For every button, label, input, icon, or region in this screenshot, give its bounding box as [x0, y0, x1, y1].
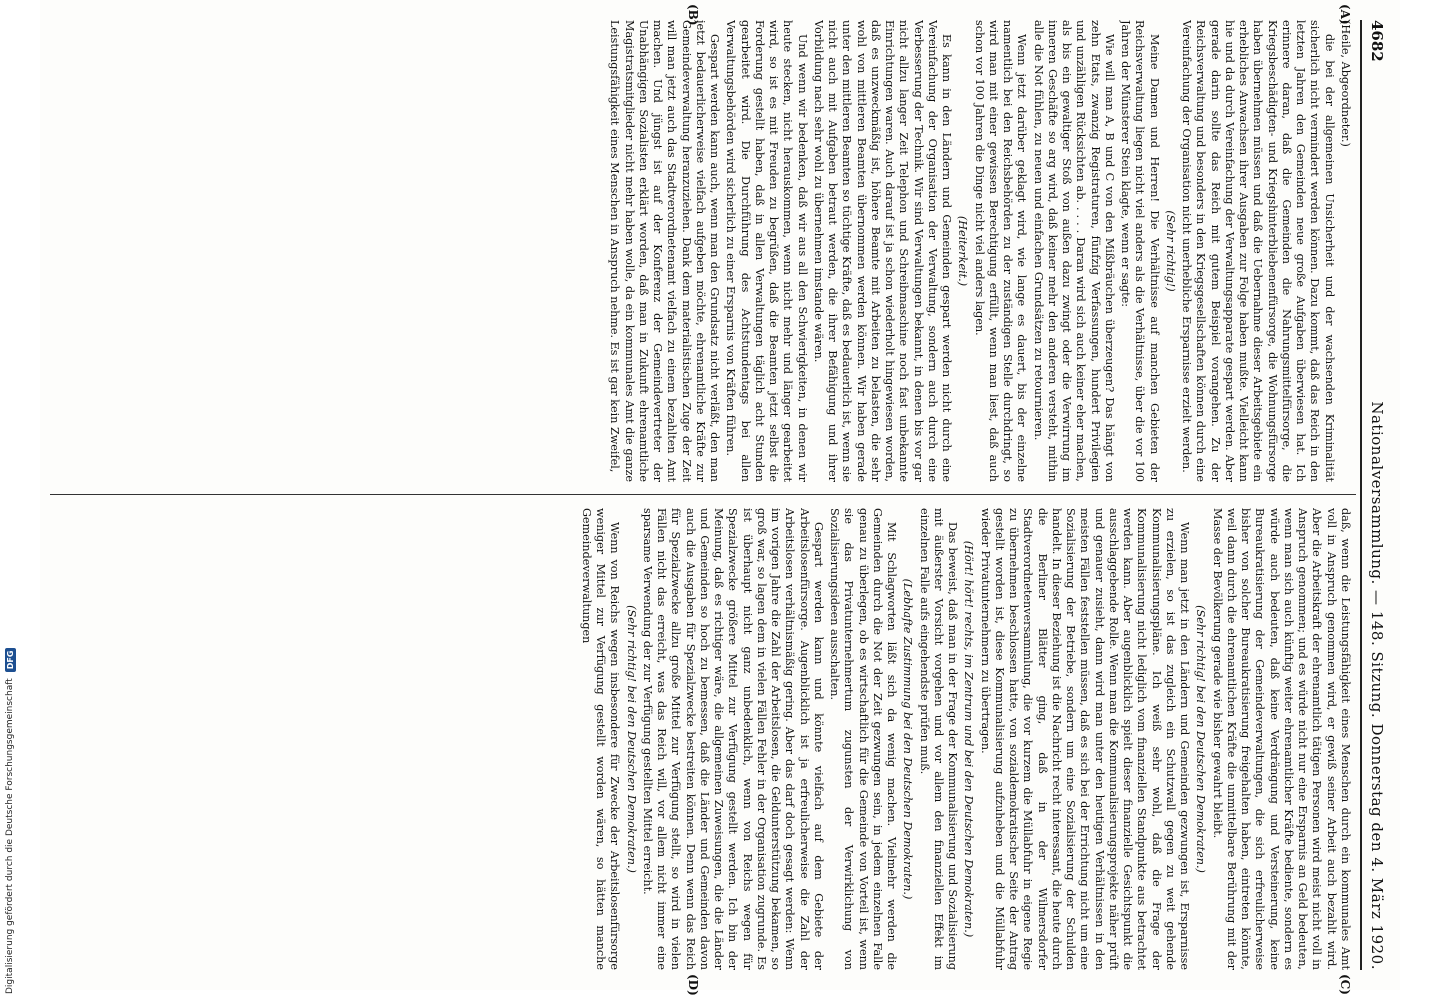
- paragraph: die bei der allgemeinen Unsicherheit und der wachsenden Kriminalität sicherlich nicht vermindert werden können. Dazu kommt, daß das Reich in den letzten Jahren den Gemeinden neue große Aufgaben überwiesen hat. Ich erinnere daran, daß die Gemeinden die Nahrungsmittelfürsorge, die Kriegsbeschädigten- und Kriegshinterbliebenenfürsorge, die Wohnungsfürsorge haben übernehmen müssen und daß die Uebernahme dieser Arbeitsgebiete ein erhebliches Anwachsen ihrer Ausgaben zur Folge haben mußte. Vielleicht kann hie und da durch Vereinfachung der Verwaltungsapparate gespart werden. Aber gerade darin sollte das Reich mit gutem Beispiel vorangehen. Zu der Reichsverwaltung und besonders in den Kriegsgesellschaften können durch eine Vereinfachung der Organisation nicht unerhebliche Ersparnisse erzielt werden.: [1180, 20, 1336, 482]
- interjection: (Heiterkeit.): [956, 215, 970, 287]
- paragraph: Meine Damen und Herren! Die Verhältnisse auf manchen Gebieten der Reichsverwaltung liegen nicht viel anders als die Verhältnisse, über die vor 100 Jahren der Münsterer Stein klagte, wenn er sagte:: [1119, 20, 1161, 482]
- column-divider: [50, 494, 1356, 495]
- right-text-column: [50, 508, 1352, 970]
- page-number: 4682: [1368, 20, 1386, 62]
- interjection: (Lebhafte Zustimmung bei den Deutschen Demokraten.): [901, 578, 915, 900]
- paragraph: Das beweist, daß man in der Frage der Kommunalisierung und Sozialisierung mit äußerster Vorsicht vorgehen und vor allem den finanziellen Effekt im einzelnen Falle aufs eingehendste prüfen muß.: [917, 508, 960, 970]
- page-header: [1360, 20, 1390, 970]
- paragraph: Und wenn wir bedenken, daß wir aus all den Schwierigkeiten, in denen wir heute stecken, nicht herauskommen, wenn nicht mehr und länger gearbeitet wird, so ist es mit Freuden zu begrüßen, daß die Beamten jetzt selbst die Forderung gestellt haben, daß in allen Verwaltungen täglich acht Stunden gearbeitet wird. Die Durchführung des Achtstundentags bei allen Verwaltungsbehörden wird sicherlich zu einer Ersparnis von Kräften führen.: [724, 20, 809, 482]
- margin-marker-d: (D): [686, 974, 700, 996]
- paragraph: Wenn von Reichs wegen insbesondere für Zwecke der Arbeitslosenfürsorge weniger Mittel zur Verfügung gestellt worden wären, so hätten manche Gemeindeverwaltungen: [580, 508, 622, 970]
- paragraph: Wenn jetzt darüber geklagt wird, wie lange es dauert, bis der einzelne namentlich bei den Reichsbehörden zu der zuständigen Stelle durchdringt, so wird man mit einer gewissen Berechtigung erfüllt, wenn man liest, daß auch schon vor 100 Jahren die Dinge nicht viel anders lagen.: [972, 20, 1029, 482]
- rotated-document-page: [40, 0, 1400, 996]
- interjection: (Hört! hört! rechts, im Zentrum und bei den Deutschen Demokraten.): [962, 540, 976, 938]
- dfg-logo-icon: DFG: [5, 648, 16, 673]
- paragraph: daß, wenn die Leistungsfähigkeit eines Menschen durch ein kommunales Amt voll in Anspruch genommen wird, er gewiß seiner Arbeit auch bezahlt wird. Aber die Arbeitskraft der ehrenamtlich tätigen Personen wird meist nicht voll in Anspruch genommen; und es würde nicht nur eine Ersparnis an Geld bedeuten, wenn man sich auch künftig weiter ehrenamtlicher Kräfte bediente, sondern es würde auch bedeuten, daß keine Verdrängung und Versteinerung, keine Bureaukratisierung der Gemeindeverwaltungen, die sich erfreulicherweise bisher von solcher Bureaukratisierung freigehalten haben, eintreten könnte, weil dann durch die ehrenamtlichen Kräfte die unmittelbare Berührung mit der Masse der Bevölkerung gerade wie bisher gewahrt bleibt.: [1210, 508, 1352, 970]
- paragraph: Es kann in den Ländern und Gemeinden gespart werden nicht durch eine Vereinfachung der Organisation der Verwaltung, sondern auch durch eine Verbesserung der Technik. Wir sind Verwaltungen bekannt, in denen bis vor gar nicht allzu langer Zeit Telephon und Schreibmaschine noch fast unbekannte Einrichtungen waren. Auch darauf ist ja schon wiederholt hingewiesen worden, daß es unzweckmäßig ist, höhere Beamte mit Arbeiten zu belasten, die sehr wohl von mittleren Beamten übernommen werden können. Wir haben gerade unter den mittleren Beamten so tüchtige Kräfte, daß es bedauerlich ist, wenn sie nicht auch mit Aufgaben betraut werden, die ihrer Befähigung und ihrer Vorbildung nach sehr wohl zu übernehmen imstande wären.: [812, 20, 954, 482]
- paragraph: Mit Schlagworten läßt sich da wenig machen. Vielmehr werden die Gemeinden durch die Not der Zeit gezwungen sein, in jedem einzelnen Falle genau zu überlegen, ob es wirtschaftlich für die Gemeinde von Vorteil ist, wenn sie das Privatunternehmertum zugunsten der Verwirklichung von Sozialisierungsideen ausschalten.: [828, 508, 899, 970]
- credit-text: Digitalisierung gefördert durch die Deutsche Forschungsgemeinschaft: [5, 678, 15, 994]
- running-title: Nationalversammlung. — 148. Sitzung. Donnerstag den 4. März 1920.: [1368, 401, 1386, 970]
- interjection: (Sehr richtig!): [1164, 210, 1177, 292]
- paragraph: Wenn man jetzt in den Ländern und Gemeinden gezwungen ist, Ersparnisse zu erzielen, so ist das zugleich ein Schutzwall gegen zu weit gehende Kommunalisierungspläne. Ich weiß sehr wohl, daß die Frage der Kommunalisierung nicht lediglich vom finanziellen Standpunkte aus betrachtet werden kann. Aber augenblicklich spielt dieser finanzielle Gesichtspunkt die ausschlaggebende Rolle. Wenn man die Kommunalisierungsprojekte näher prüft und genauer zusieht, dann wird man unter den heutigen Verhältnissen in den meisten Fällen feststellen müssen, daß es sich bei der Errichtung nicht um eine Sozialisierung der Betriebe, sondern um eine Sozialisierung der Schulden handelt. In dieser Beziehung ist die Nachricht recht interessant, die heute durch die Berliner Blätter ging, daß in der Wilmersdorfer Stadtverordnetenversammlung, die vor kurzem die Müllabfuhr in eigene Regie zu übernehmen beschlossen hatte, von sozialdemokratischer Seite der Antrag gestellt worden ist, diese Kommunalisierung aufzuheben und die Müllabfuhr wieder Privatunternehmern zu übertragen.: [978, 508, 1192, 970]
- digitization-credit: [2, 0, 18, 994]
- margin-marker-a: (A): [1338, 4, 1352, 25]
- quotation: Wie will man A, B und C von den Mißbräuchen überzeugen? Das hängt von zehn Etats, zwanzig Registraturen, fünfzig Verfassungen, hundert Privilegien und unzähligen Rücksichten ab. . . . . Daran wird sich auch keiner eher machen, als bis ein gewaltiger Stoß von außen dazu zwingt oder die Verwirrung im inneren Geschäfte so arg wird, daß keiner mehr den anderen versteht, mithin alle die Not fühlen, zu neuen und einfachen Grundsätzen zu retournieren.: [1031, 20, 1116, 482]
- margin-marker-b: (B): [686, 4, 700, 26]
- left-text-column: [50, 20, 1352, 482]
- speaker-line: (Heile, Abgeordneter.): [1339, 20, 1352, 147]
- paragraph: Gespart werden kann auch, wenn man den Grundsatz nicht verläßt, den man jetzt bedauerlicherweise vielfach aufgeben möchte, ehrenamtliche Kräfte zur Gemeindeverwaltung heranzuziehen. Dank dem materialistischen Zuge der Zeit will man jetzt auch das Stadtverordnetenamt vielfach zu einem bezahlten Amt machen. Und jüngst ist auf der Konferenz der Gemeindevertreter der Unabhängigen Sozialisten erklärt worden, daß man in Zukunft ehrenamtliche Magistratsmitglieder nicht mehr haben wolle, da ein kommunales Amt die ganze Leistungsfähigkeit eines Menschen in Anspruch nehme. Es ist gar kein Zweifel,: [608, 20, 722, 482]
- interjection: (Sehr richtig! bei den Deutschen Demokraten.): [1194, 605, 1208, 873]
- interjection: (Sehr richtig! bei den Deutschen Demokraten.): [624, 605, 638, 873]
- margin-marker-c: (C): [1338, 974, 1352, 995]
- paragraph: Gespart werden kann und könnte vielfach auf dem Gebiete der Arbeitslosenfürsorge. Augenblicklich ist ja erfreulicherweise die Zahl der Arbeitslosen verhältnismäßig gering. Aber das darf doch gesagt werden: Wenn im vorigen Jahre die Zahl der Arbeitslosen, die Geldunterstützung bekamen, so groß war, so lagen dem in vielen Fällen Fehler in der Organisation zugrunde. Es ist überhaupt nicht ganz unbedenklich, wenn von Reichs wegen für Spezialzwecke größere Mittel zur Verfügung gestellt werden. Ich bin der Meinung, daß es richtiger wäre, die allgemeinen Zuweisungen, die die Länder und Gemeinden so hoch zu bemessen, daß die Länder und Gemeinden davon auch die Ausgaben für Spezialzwecke bestreiten können. Denn wenn das Reich für Spezialzwecke allzu große Mittel zur Verfügung stellt, so wird in vielen Fällen nicht das erreicht, was das Reich will, vor allem nicht immer eine sparsame Verwendung der zur Verfügung gestellten Mittel erreicht.: [641, 508, 825, 970]
